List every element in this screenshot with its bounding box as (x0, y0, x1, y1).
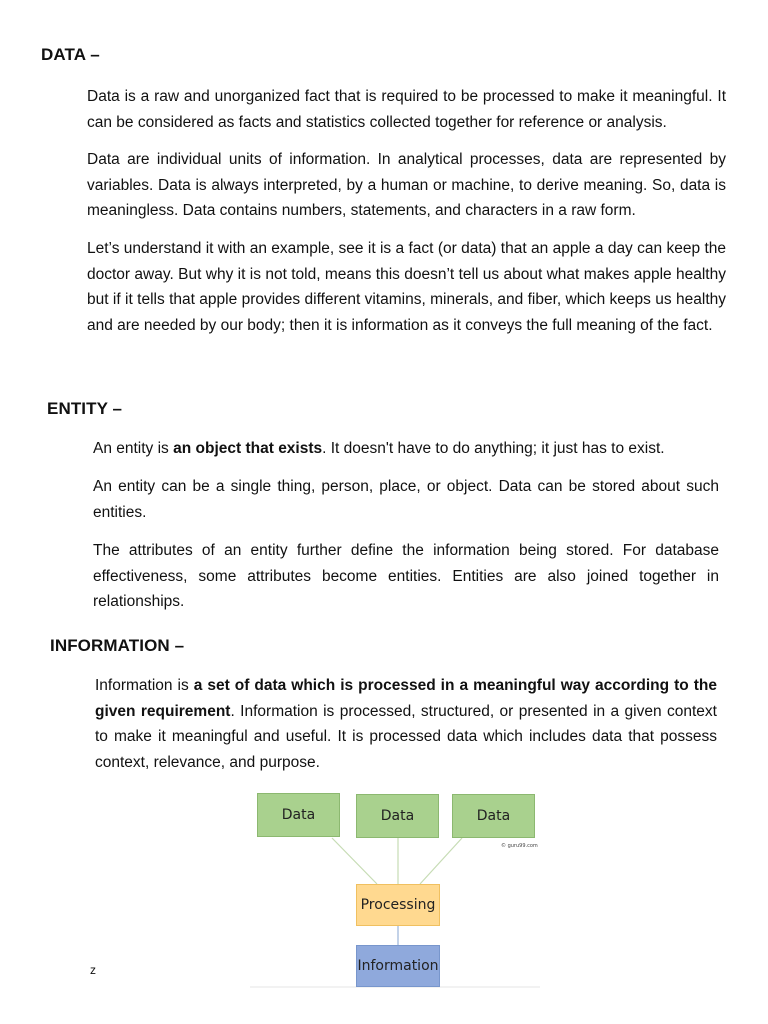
section-heading-data: DATA – (41, 45, 100, 64)
data-paragraph-1: Data is a raw and unorganized fact that is required to be processed to make it meaningful. It can be considered as facts and statistics collected together for reference or analysis. (87, 88, 726, 131)
diagram-credit: © guru99.com (501, 843, 538, 849)
connector-line-1 (332, 838, 377, 884)
entity-paragraph-1 (93, 436, 719, 462)
data-paragraph-3: Let’s understand it with an example, see it is a fact (or data) that an apple a day can keep the doctor away. But why it is not told, means this doesn’t tell us about what makes apple healthy but if it tells that apple provides different vitamins, minerals, and fiber, which keeps us healthy and are needed by our body; then it is information as it conveys the full meaning of the fact. (87, 240, 726, 334)
entity-paragraph-3: The attributes of an entity further define the information being stored. For database effectiveness, some attributes become entities. Entities are also joined together in relationships. (93, 542, 719, 610)
processing-box: Processing (356, 884, 440, 926)
information-p1-text: Information is (95, 677, 194, 694)
connector-line-3 (420, 838, 462, 884)
entity-p1-text-end: . It doesn't have to do anything; it just has to exist. (322, 440, 665, 457)
entity-p1-bold: an object that exists (173, 440, 323, 457)
data-processing-diagram (250, 788, 540, 990)
data-box-1: Data (257, 793, 340, 837)
section-heading-entity: ENTITY – (47, 399, 123, 418)
entity-paragraph-2: An entity can be a single thing, person, place, or object. Data can be stored about such entities. (93, 478, 719, 521)
data-box-3: Data (452, 794, 535, 838)
section-heading-information: INFORMATION – (50, 636, 185, 655)
information-paragraph-1 (95, 673, 717, 775)
information-p1-bold: a set of data which is processed in a meaningful way according to the given requirement (95, 677, 717, 720)
information-box: Information (356, 945, 440, 987)
footer-mark: z (90, 963, 96, 977)
entity-p1-text: An entity is (93, 440, 174, 457)
information-p1-text-end: . Information is processed, structured, or presented in a given context to make it meaningful and useful. It is processed data which includes data that possess context, relevance, and purpose. (95, 702, 717, 771)
data-box-2: Data (356, 794, 439, 838)
data-paragraph-2: Data are individual units of information. In analytical processes, data are represented by variables. Data is always interpreted, by a human or machine, to derive meaning. So, data is meaningless. Data contains numbers, statements, and characters in a raw form. (87, 151, 726, 219)
